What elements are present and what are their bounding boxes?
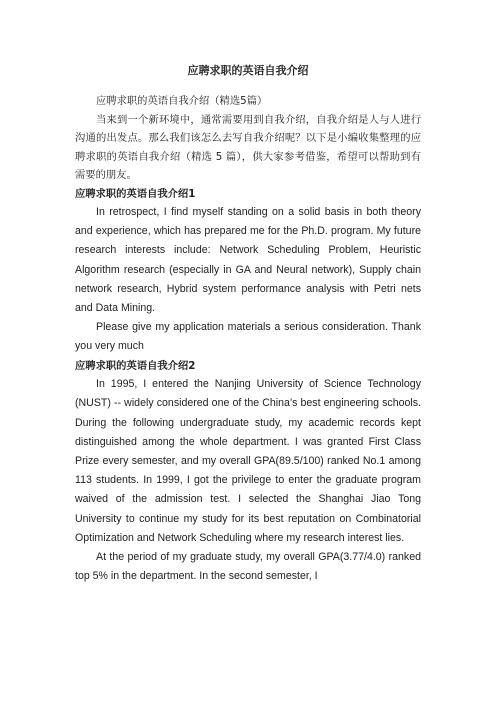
section-heading-2: 应聘求职的英语自我介绍2 bbox=[75, 359, 196, 372]
document-body bbox=[75, 92, 421, 586]
intro-heading: 应聘求职的英语自我介绍（精选5篇） bbox=[96, 95, 268, 107]
intro-paragraph: 当来到一个新环境中，通常需要用到自我介绍，自我介绍是人与人进行沟通的出发点。那么我们该怎么去写自我介绍呢？以下是小编收集整理的应聘求职的英语自我介绍（精选 5 篇），供大家参考借鉴，希望可以帮助到有需要的朋友。 bbox=[75, 113, 421, 181]
section-2-paragraph-1: In 1995, I entered the Nanjing University of Science Technology (NUST) -- widely considered one of the China’s best engineering schools. During the following undergraduate study, my academic records kept distinguished among the whole department. I was granted First Class Prize every semester, and my overall GPA(89.5/100) ranked No.1 among 113 students. In 1999, I got the privilege to enter the graduate program waived of the admission test. I selected the Shanghai Jiao Tong University to continue my study for its best reputation on Combinatorial Optimization and Network Scheduling where my research interest lies. bbox=[75, 378, 421, 544]
section-heading-1: 应聘求职的英语自我介绍1 bbox=[75, 187, 196, 200]
document-title: 应聘求职的英语自我介绍 bbox=[187, 64, 309, 77]
section-1-paragraph-2: Please give my application materials a serious consideration. Thank you very much bbox=[75, 321, 421, 353]
section-1-paragraph-1: In retrospect, I find myself standing on a solid basis in both theory and experience, which has prepared me for the Ph.D. program. My future research interests include: Network Scheduling Problem, Heuristic Algorithm research (especially in GA and Neural network), Supply chain network research, Hybrid system performance analysis with Petri nets and Data Mining. bbox=[75, 206, 421, 315]
section-2-paragraph-2: At the period of my graduate study, my overall GPA(3.77/4.0) ranked top 5% in the department. In the second semester, I bbox=[75, 550, 421, 583]
